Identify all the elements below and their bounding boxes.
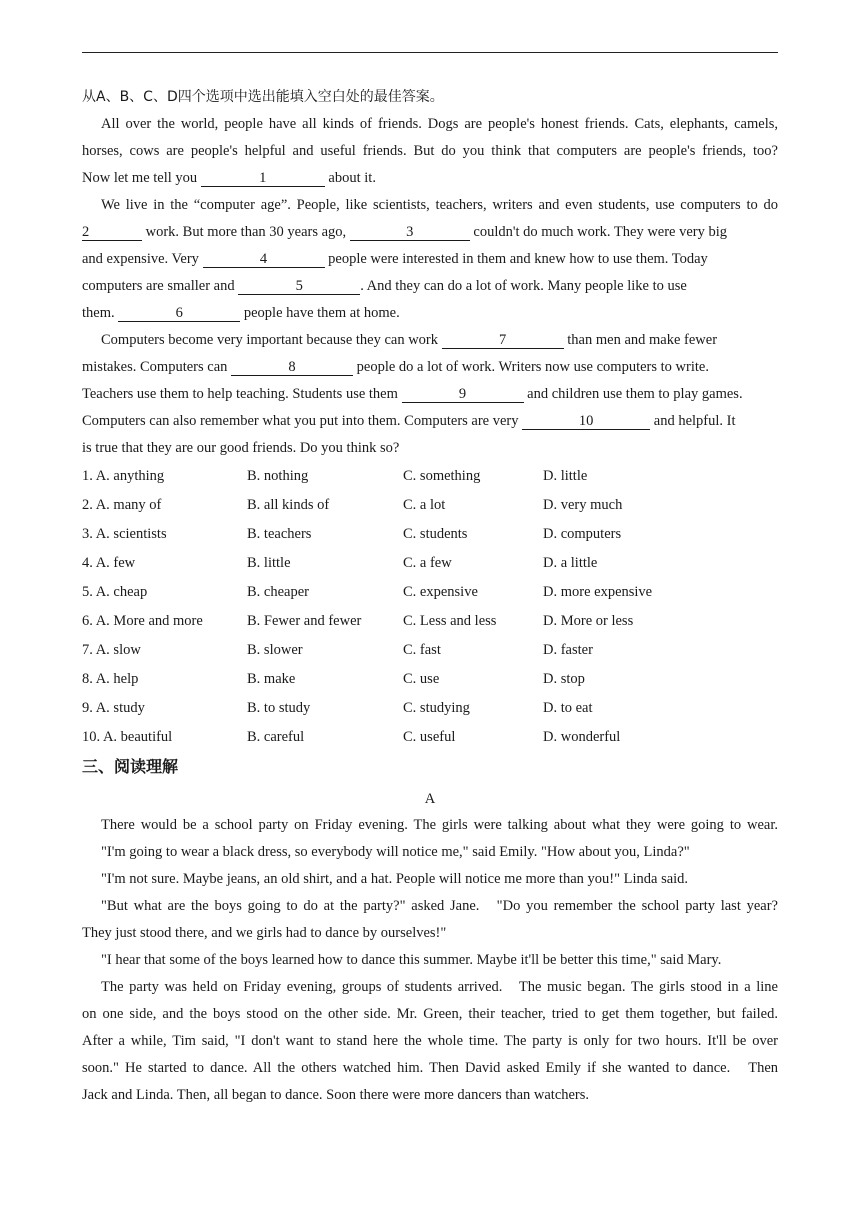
option-a[interactable]: 5. A. cheap [82,584,148,600]
option-d[interactable]: D. to eat [543,700,593,716]
passage-line: After a while, Tim said, "I don't want to stand here the whole time. The party is only for two hours. It'll be over [82,1033,778,1049]
option-c[interactable]: C. Less and less [403,613,497,629]
text-segment: work. But more than 30 years ago, [142,224,350,240]
blank-4[interactable]: 4 [203,251,325,268]
option-b[interactable]: B. teachers [247,526,312,542]
question-row [82,694,778,723]
option-c[interactable]: C. students [403,526,468,542]
text-segment: people do a lot of work. Writers now use computers to write. [353,359,709,375]
option-a[interactable]: 8. A. help [82,671,139,687]
cloze-p2-line4 [82,273,778,300]
passage-line: soon." He started to dance. All the others watched him. Then David asked Emily if she wanted to dance. Then [82,1060,778,1076]
option-d[interactable]: D. computers [543,526,622,542]
question-row [82,549,778,578]
passage-line: "I hear that some of the boys learned how to dance this summer. Maybe it'll be better this time," said Mary. [101,952,722,968]
option-a[interactable]: 9. A. study [82,700,145,716]
cloze-p1-line1: All over the world, people have all kinds of friends. Dogs are people's honest friends. Cats, elephants, camels, [101,116,778,132]
option-d[interactable]: D. More or less [543,613,634,629]
cloze-p3-line1 [82,327,778,354]
question-row [82,520,778,549]
option-d[interactable]: D. faster [543,642,593,658]
text-segment: and helpful. It [650,413,736,429]
text-segment: people have them at home. [240,305,400,321]
question-row [82,723,778,752]
text-segment: them. [82,305,119,321]
cloze-p2-line3 [82,246,778,273]
option-a[interactable]: 4. A. few [82,555,136,571]
blank-1[interactable]: 1 [201,170,325,187]
option-a[interactable]: 2. A. many of [82,497,162,513]
text-segment: and expensive. Very [82,251,203,267]
option-a[interactable]: 10. A. beautiful [82,729,173,745]
blank-8[interactable]: 8 [231,359,353,376]
question-row [82,491,778,520]
text-segment: people were interested in them and knew how to use them. Today [324,251,708,267]
text-segment: computers are smaller and [82,278,239,294]
option-b[interactable]: B. slower [247,642,303,658]
cloze-p1-line2: horses, cows are people's helpful and useful friends. But do you think that computers are people's friends, too? [82,143,778,159]
text-segment: about it. [324,170,376,186]
option-d[interactable]: D. stop [543,671,585,687]
option-a[interactable]: 3. A. scientists [82,526,167,542]
cloze-p2-line2 [82,219,778,246]
passage-line: There would be a school party on Friday evening. The girls were talking about what they were going to wear. [101,817,778,833]
blank-2[interactable]: 2 [82,224,142,241]
question-row [82,462,778,491]
option-b[interactable]: B. all kinds of [247,497,330,513]
option-c[interactable]: C. studying [403,700,470,716]
blank-9[interactable]: 9 [402,386,524,403]
cloze-p3-line2 [82,354,778,381]
option-b[interactable]: B. make [247,671,296,687]
blank-7[interactable]: 7 [442,332,564,349]
text-segment: Computers can also remember what you put into them. Computers are very [82,413,523,429]
worksheet-page [82,84,778,1109]
cloze-p2-line5 [82,300,778,327]
option-d[interactable]: D. little [543,468,588,484]
option-b[interactable]: B. Fewer and fewer [247,613,362,629]
option-c[interactable]: C. fast [403,642,441,658]
text-segment: Computers become very important because they can work [101,332,442,348]
passage-line: "But what are the boys going to do at the party?" asked Jane. "Do you remember the school party last year? [101,898,778,914]
option-a[interactable]: 6. A. More and more [82,613,203,629]
passage-line: "I'm going to wear a black dress, so everybody will notice me," said Emily. "How about you, Linda?" [101,844,690,860]
passage-line: Jack and Linda. Then, all began to dance. Soon there were more dancers than watchers. [82,1087,590,1103]
option-c[interactable]: C. a few [403,555,452,571]
cloze-p3-line4 [82,408,778,435]
option-c[interactable]: C. expensive [403,584,478,600]
header-rule [82,52,778,53]
option-d[interactable]: D. more expensive [543,584,653,600]
option-c[interactable]: C. something [403,468,481,484]
question-row [82,607,778,636]
passage-label: A [424,791,436,807]
option-c[interactable]: C. useful [403,729,456,745]
option-a[interactable]: 1. A. anything [82,468,165,484]
question-row [82,665,778,694]
cloze-p3-line3 [82,381,778,408]
option-c[interactable]: C. a lot [403,497,446,513]
option-b[interactable]: B. little [247,555,291,571]
cloze-p1-line3 [82,165,778,192]
text-segment: Now let me tell you [82,170,201,186]
cloze-p2-line1: We live in the “computer age”. People, like scientists, teachers, writers and even students, use computers to do [101,197,778,213]
option-d[interactable]: D. a little [543,555,598,571]
passage-line: They just stood there, and we girls had to dance by ourselves!" [82,925,447,941]
passage-line: "I'm not sure. Maybe jeans, an old shirt, and a hat. People will notice me more than you!" Linda said. [101,871,689,887]
passage-line: The party was held on Friday evening, groups of students arrived. The music began. The girls stood in a line [101,979,778,995]
option-b[interactable]: B. cheaper [247,584,309,600]
text-segment: and children use them to play games. [523,386,743,402]
option-d[interactable]: D. wonderful [543,729,621,745]
cloze-instruction: 从A、B、C、D四个选项中选出能填入空白处的最佳答案。 [82,89,444,105]
blank-6[interactable]: 6 [118,305,240,322]
text-segment: than men and make fewer [563,332,718,348]
text-segment: mistakes. Computers can [82,359,232,375]
blank-10[interactable]: 10 [522,413,650,430]
question-row [82,636,778,665]
option-b[interactable]: B. to study [247,700,311,716]
option-a[interactable]: 7. A. slow [82,642,141,658]
option-d[interactable]: D. very much [543,497,623,513]
option-c[interactable]: C. use [403,671,440,687]
option-b[interactable]: B. careful [247,729,305,745]
cloze-p3-line5: is true that they are our good friends. Do you think so? [82,440,400,456]
question-row [82,578,778,607]
text-segment: Teachers use them to help teaching. Students use them [82,386,402,402]
text-segment: couldn't do much work. They were very big [469,224,728,240]
option-b[interactable]: B. nothing [247,468,309,484]
passage-line: on one side, and the boys stood on the other side. Mr. Green, their teacher, tried to get them together, but failed. [82,1006,778,1022]
blank-5[interactable]: 5 [238,278,360,295]
text-segment: . And they can do a lot of work. Many people like to use [360,278,687,294]
blank-3[interactable]: 3 [350,224,470,241]
section-heading: 三、阅读理解 [82,757,179,776]
